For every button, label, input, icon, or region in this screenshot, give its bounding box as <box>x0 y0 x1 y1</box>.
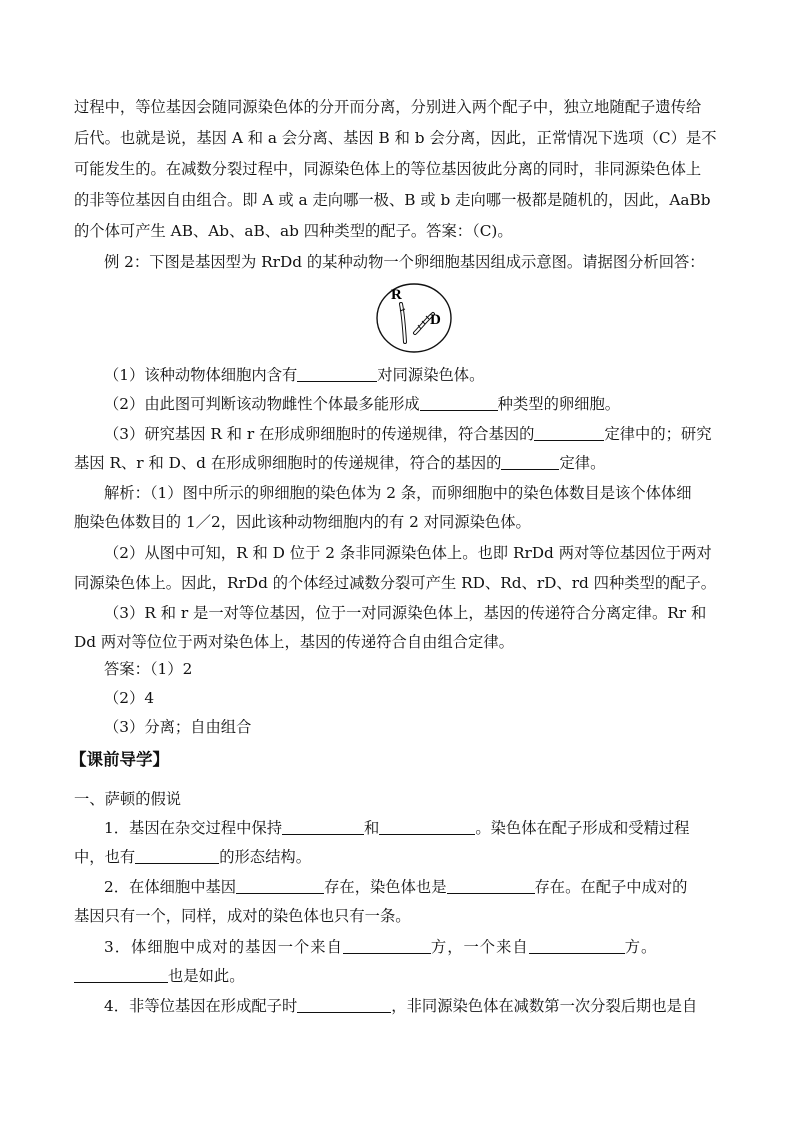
egg-cell-diagram <box>374 282 454 354</box>
item-3-line-1: 3．体细胞中成对的基因一个来自 方，一个来自 方。 <box>104 938 658 956</box>
analysis-line: （2）从图中可知，R 和 D 位于 2 条非同源染色体上。也即 RrDd 两对等位基因位于两对 <box>104 544 712 562</box>
question-3-line-1: （3）研究基因 R 和 r 在形成卵细胞时的传递规律，符合基因的 定律中的；研究 <box>104 425 712 443</box>
question-1: （1）该种动物体细胞内含有 对同源染色体。 <box>104 366 485 384</box>
analysis-line: 解析：（1）图中所示的卵细胞的染色体为 2 条，而卵细胞中的染色体数目是该个体体细 <box>104 484 692 502</box>
item-2-line-2: 基因只有一个，同样，成对的染色体也只有一条。 <box>74 907 411 925</box>
chromosome-r <box>400 304 405 342</box>
subsection-title: 一、萨顿的假说 <box>74 790 182 808</box>
question-2: （2）由此图可判断该动物雌性个体最多能形成 种类型的卵细胞。 <box>104 395 621 413</box>
answer-blank[interactable] <box>236 879 324 894</box>
answer-blank[interactable] <box>529 939 625 954</box>
example2-intro: 例 2：下图是基因型为 RrDd 的某种动物一个卵细胞基因组成示意图。请据图分析回答： <box>104 253 705 271</box>
item-1-line-2: 中，也有 的形态结构。 <box>74 848 311 866</box>
answer-blank[interactable] <box>74 968 168 983</box>
item-4-line-1: 4．非等位基因在形成配子时 ，非同源染色体在减数第一次分裂后期也是自 <box>104 997 698 1015</box>
answer-blank[interactable] <box>447 879 535 894</box>
answer-blank[interactable] <box>343 939 431 954</box>
paragraph-line: 后代。也就是说，基因 A 和 a 会分离、基因 B 和 b 会分离，因此，正常情况下选项（C）是不 <box>74 129 717 147</box>
paragraph-line: 的个体可产生 AB、Ab、aB、ab 四种类型的配子。答案：（C)。 <box>74 222 513 240</box>
answer-blank[interactable] <box>297 367 377 382</box>
analysis-line: 胞染色体数目的 1／2，因此该种动物细胞内的有 2 对同源染色体。 <box>74 513 531 531</box>
answer-blank[interactable] <box>501 455 559 470</box>
answer-line: （3）分离；自由组合 <box>104 718 252 736</box>
paragraph-line: 的非等位基因自由组合。即 A 或 a 走向哪一极、B 或 b 走向哪一极都是随机的，因此，AaBb <box>74 191 711 209</box>
answer-blank[interactable] <box>297 998 391 1013</box>
gene-r-label: R <box>391 287 402 303</box>
answer-blank[interactable] <box>420 396 498 411</box>
answer-blank[interactable] <box>379 820 475 835</box>
answer-blank[interactable] <box>534 426 604 441</box>
item-1-line-1: 1．基因在杂交过程中保持 和 。染色体在配子形成和受精过程 <box>104 819 690 837</box>
answer-line: 答案：（1）2 <box>104 660 193 678</box>
question-3-line-2: 基因 R、r 和 D、d 在形成卵细胞时的传递规律，符合的基因的 定律。 <box>74 454 606 472</box>
analysis-line: （3）R 和 r 是一对等位基因，位于一对同源染色体上，基因的传递符合分离定律。Rr 和 <box>104 604 707 622</box>
item-3-line-2: 也是如此。 <box>74 966 724 986</box>
analysis-line: Dd 两对等位位于两对染色体上，基因的传递符合自由组合定律。 <box>74 633 514 651</box>
section-title: 【课前导学】 <box>70 750 169 769</box>
answer-blank[interactable] <box>282 820 364 835</box>
paragraph-line: 过程中，等位基因会随同源染色体的分开而分离，分别进入两个配子中，独立地随配子遗传给 <box>74 98 702 116</box>
paragraph-line: 可能发生的。在减数分裂过程中，同源染色体上的等位基因彼此分离的同时，非同源染色体上 <box>74 160 702 178</box>
answer-line: （2）4 <box>104 689 155 707</box>
answer-blank[interactable] <box>135 849 219 864</box>
analysis-line: 同源染色体上。因此，RrDd 的个体经过减数分裂可产生 RD、Rd、rD、rd 四种类型的配子。 <box>74 574 717 592</box>
item-2-line-1: 2．在体细胞中基因 存在，染色体也是 存在。在配子中成对的 <box>104 878 688 896</box>
gene-d-label: D <box>430 312 441 328</box>
